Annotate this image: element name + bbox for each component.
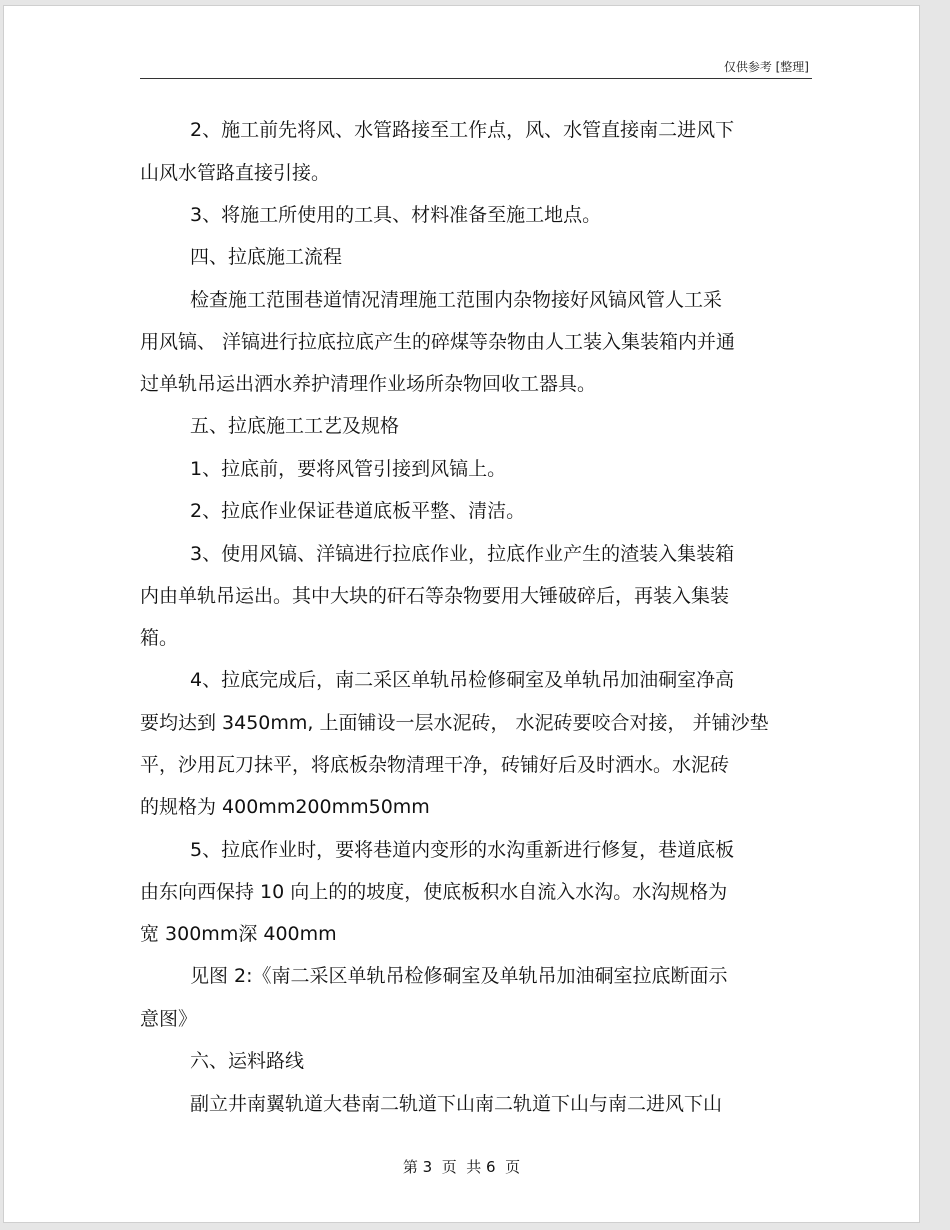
body-line: 1、拉底前，要将风管引接到风镐上。 bbox=[190, 458, 507, 480]
body-line: 5、拉底作业时，要将巷道内变形的水沟重新进行修复，巷道底板 bbox=[190, 839, 735, 861]
header-text: 仅供参考 [整理] bbox=[723, 60, 809, 74]
body-line: 要均达到 3450mm, 上面铺设一层水泥砖， 水泥砖要咬合对接， 并铺沙垫 bbox=[140, 712, 769, 734]
body-line: 由东向西保持 10 向上的的坡度，使底板积水自流入水沟。水沟规格为 bbox=[140, 881, 728, 903]
document-page bbox=[3, 5, 920, 1223]
body-line: 用风镐、 洋镐进行拉底拉底产生的碎煤等杂物由人工装入集装箱内并通 bbox=[140, 331, 736, 353]
body-line: 平，沙用瓦刀抹平，将底板杂物清理干净，砖铺好后及时洒水。水泥砖 bbox=[140, 754, 730, 776]
body-line: 3、将施工所使用的工具、材料准备至施工地点。 bbox=[190, 204, 602, 226]
header-rule bbox=[140, 78, 812, 79]
section-heading: 六、运料路线 bbox=[190, 1050, 305, 1072]
section-heading: 五、拉底施工工艺及规格 bbox=[190, 415, 400, 437]
body-line: 副立井南翼轨道大巷南二轨道下山南二轨道下山与南二进风下山 bbox=[190, 1093, 723, 1115]
body-line: 内由单轨吊运出。其中大块的矸石等杂物要用大锤破碎后，再装入集装 bbox=[140, 585, 730, 607]
body-line: 山风水管路直接引接。 bbox=[140, 162, 331, 184]
body-line: 3、使用风镐、洋镐进行拉底作业，拉底作业产生的渣装入集装箱 bbox=[190, 543, 735, 565]
body-line: 2、拉底作业保证巷道底板平整、清洁。 bbox=[190, 500, 526, 522]
body-line: 箱。 bbox=[140, 627, 179, 649]
body-line: 意图》 bbox=[140, 1008, 198, 1030]
body-line: 检查施工范围巷道情况清理施工范围内杂物接好风镐风管人工采 bbox=[190, 289, 723, 311]
body-line: 的规格为 400mm200mm50mm bbox=[140, 796, 430, 818]
body-line: 见图 2:《南二采区单轨吊检修硐室及单轨吊加油硐室拉底断面示 bbox=[190, 965, 728, 987]
body-line: 4、拉底完成后，南二采区单轨吊检修硐室及单轨吊加油硐室净高 bbox=[190, 669, 735, 691]
section-heading: 四、拉底施工流程 bbox=[190, 246, 343, 268]
page-footer: 第 3 页 共 6 页 bbox=[402, 1158, 521, 1176]
body-line: 2、施工前先将风、水管路接至工作点，风、水管直接南二进风下 bbox=[190, 119, 735, 141]
body-line: 宽 300mm深 400mm bbox=[140, 923, 337, 945]
body-line: 过单轨吊运出洒水养护清理作业场所杂物回收工器具。 bbox=[140, 373, 597, 395]
